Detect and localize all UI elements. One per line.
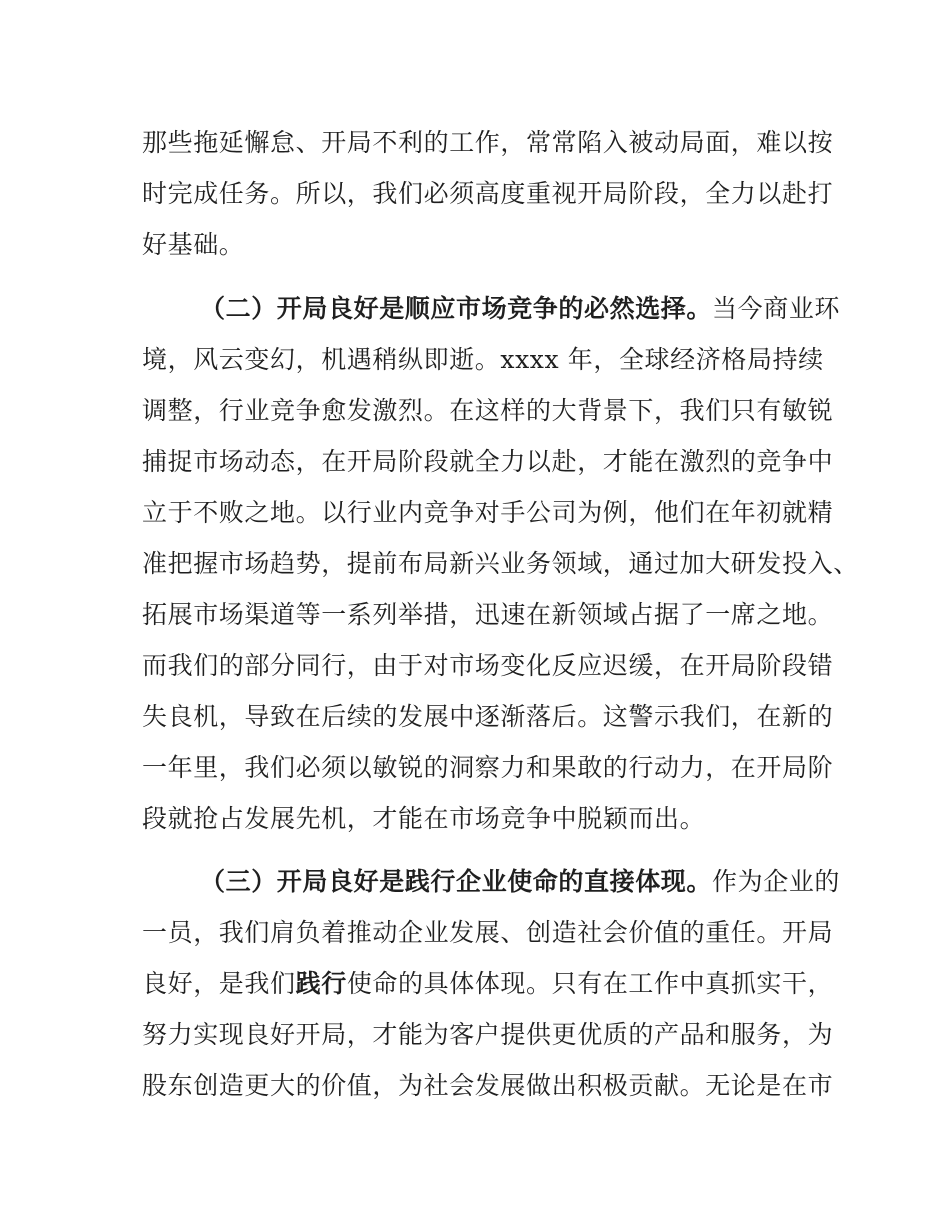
section-3-text: 作为企业的: [712, 867, 841, 896]
paragraph-line: 好基础。: [142, 230, 245, 259]
section-2-text: 当今商业环: [712, 294, 841, 323]
paragraph-line: 一员，我们肩负着推动企业发展、创造社会价值的重任。开局: [142, 918, 834, 947]
bold-text-run: 践行: [295, 969, 347, 998]
paragraph-line: 努力实现良好开局，才能为客户提供更优质的产品和服务，为: [142, 1020, 834, 1049]
section-3-heading: （三）开局良好是践行企业使命的直接体现。: [200, 867, 713, 896]
paragraph-line: 调整，行业竞争愈发激烈。在这样的大背景下，我们只有敏锐: [142, 396, 834, 425]
paragraph-line: 捕捉市场动态，在开局阶段就全力以赴，才能在激烈的竞争中: [142, 447, 834, 476]
section-2-heading: （二）开局良好是顺应市场竞争的必然选择。: [200, 294, 713, 323]
paragraph-line: 段就抢占发展先机，才能在市场竞争中脱颖而出。: [142, 804, 706, 833]
paragraph-line: 境，风云变幻，机遇稍纵即逝。xxxx 年，全球经济格局持续: [142, 345, 824, 374]
paragraph-line: 准把握市场趋势，提前布局新兴业务领域，通过加大研发投入、: [142, 549, 859, 578]
paragraph-line: 一年里，我们必须以敏锐的洞察力和果敢的行动力，在开局阶: [142, 753, 834, 782]
paragraph-line: 时完成任务。所以，我们必须高度重视开局阶段，全力以赴打: [142, 179, 834, 208]
text-run: 使命的具体体现。只有在工作中真抓实干，: [346, 969, 834, 998]
paragraph-line: 立于不败之地。以行业内竞争对手公司为例，他们在年初就精: [142, 498, 834, 527]
section-3-first-line: [200, 866, 840, 898]
paragraph-line: 那些拖延懈怠、开局不利的工作，常常陷入被动局面，难以按: [142, 128, 834, 157]
section-2-first-line: [200, 293, 840, 325]
paragraph-line: 股东创造更大的价值，为社会发展做出积极贡献。无论是在市: [142, 1071, 834, 1100]
paragraph-line: 失良机，导致在后续的发展中逐渐落后。这警示我们，在新的: [142, 702, 834, 731]
paragraph-line: 拓展市场渠道等一系列举措，迅速在新领域占据了一席之地。: [142, 600, 834, 629]
paragraph-line: [142, 968, 833, 1000]
paragraph-line: 而我们的部分同行，由于对市场变化反应迟缓，在开局阶段错: [142, 651, 834, 680]
text-run: 良好，是我们: [142, 969, 296, 998]
